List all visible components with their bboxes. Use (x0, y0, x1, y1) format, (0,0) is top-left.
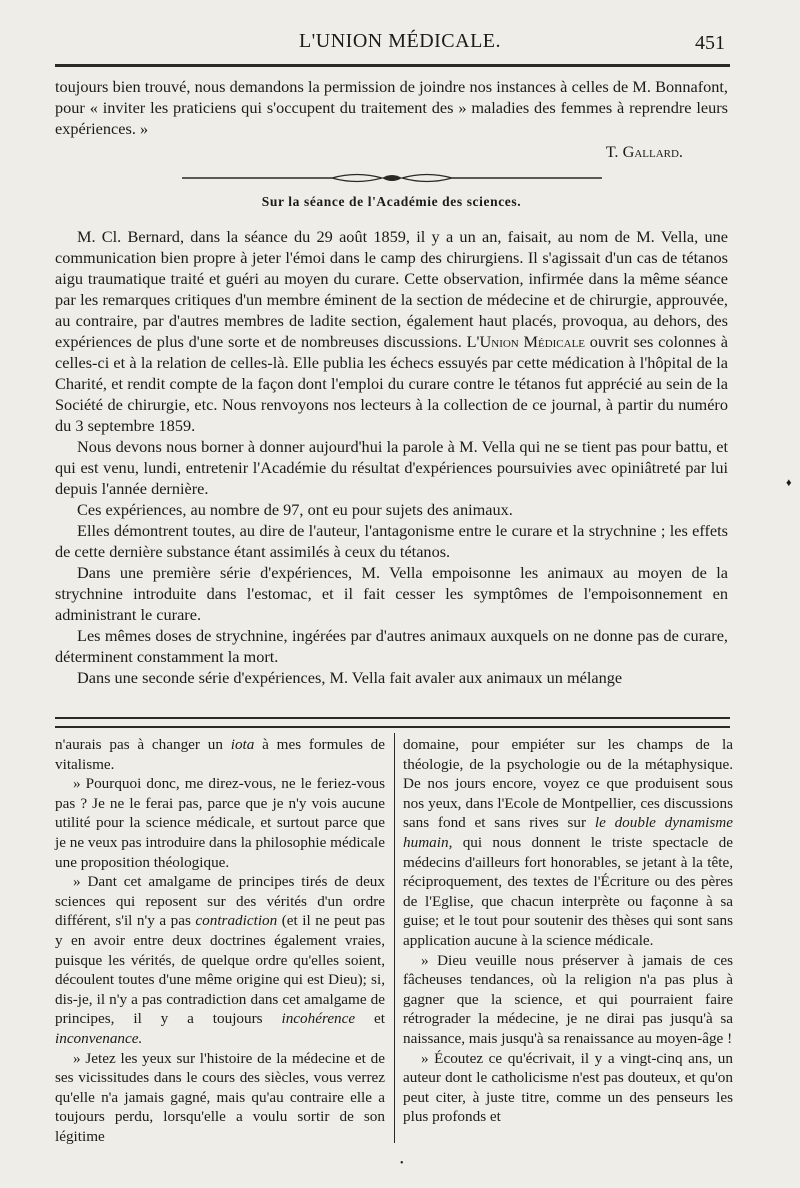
italic-iota: iota (230, 736, 255, 753)
text-span: » Dant cet amalgame de principes tirés de deux sciences qui reposent sur des vérités d'un ordre différent, s'il n'y a pas (55, 873, 385, 930)
paragraph-first-series: Dans une première série d'expériences, M. Vella empoisonne les animaux au moyen de la strychnine introduite dans l'estomac, et il fait cesser les symptômes de l'empoisonnement en administrant le curare. (55, 563, 728, 624)
text-span: (et il ne peut pas y en avoir entre deux doctrines également vraies, puisque les vérités, de quelque ordre qu'elles soient, découlent toutes d'une même origine qui est Dieu); si, dis-je, il n'y a pas contradiction dans cet amalgame de principes, il y a toujours (55, 912, 385, 1028)
italic-incoherence: incohérence (281, 1010, 356, 1028)
ornamental-divider-icon (182, 171, 602, 185)
italic-inconvenance: inconvenance. (55, 1029, 143, 1047)
text-span: domaine, pour empiéter sur les champs de la théologie, de la psychologie ou de la métaphysique. De nos jours encore, voyez ce que produisent sous nos yeux, dans l'Ecole de Montpellier, ces discussions sans fond et sans rives sur (403, 736, 733, 832)
column-divider (394, 733, 395, 1143)
left-paragraph (55, 735, 385, 774)
paragraph-second-series: Dans une seconde série d'expériences, M. Vella fait avaler aux animaux un mélange (77, 668, 623, 687)
bottom-mark-icon: • (400, 1158, 404, 1169)
right-paragraph (403, 735, 733, 951)
text-span: et (374, 1010, 385, 1028)
feuilleton-rule (55, 717, 730, 728)
italic-double-dynamisme: le double dynamisme humain, (403, 814, 734, 851)
text-span: qui nous donnent le triste spectacle de médecins d'ailleurs fort honorables, se jetant à la tête, réciproquement, des textes de l'Écriture ou des pères de l'Eglise, que chacun interprète ou façonne à sa guise; et le tout pour soutenir des thèses qui sont sans application aucune à la science médicale. (403, 833, 733, 949)
right-paragraph: » Écoutez ce qu'écrivait, il y a vingt-cinq ans, un auteur dont le catholicisme n'est pas douteux, et qu'on peut citer, à juste titre, comme un des penseurs les plus profonds et (403, 1049, 733, 1126)
left-column (55, 735, 385, 1146)
margin-mark-icon: ♦ (786, 477, 792, 489)
left-paragraph: » Jetez les yeux sur l'histoire de la médecine et de ses vicissitudes dans le cours des siècles, vous verrez qu'elle n'a jamais gagné, mais qu'au contraire elle a toujours perdu, lorsqu'elle a voulu sortir de son légitime (55, 1049, 385, 1145)
intro-paragraph: toujours bien trouvé, nous demandons la permission de joindre nos instances à celles de M. Bonnafont, pour « inviter les praticiens qui s'occupent du traitement des » maladies des femmes à reprendre leurs expériences. » (55, 77, 728, 138)
paragraph-text: ouvrit ses colonnes à celles-ci et à la relation de celles-là. Elle publia les échecs essuyés par cette médication à l'hôpital de la Charité, et rendit compte de la façon dont l'emploi du curare contre le tétanos fut apprécié au sein de la Société de chirurgie, etc. Nous renvoyons nos lecteurs à la collection de ce journal, à partir du numéro du 3 septembre 1859. (55, 332, 728, 435)
right-column (403, 735, 733, 1127)
text-span: à mes formules de vitalisme. (55, 736, 385, 773)
paragraph-antagonism: Elles démontrent toutes, au dire de l'auteur, l'antagonisme entre le curare et la strychnine ; les effets de cette dernière substance étant assimilés à ceux du tétanos. (55, 521, 728, 561)
paragraph-bernard (55, 226, 728, 436)
right-paragraph: » Dieu veuille nous préserver à jamais de ces fâcheuses tendances, où la religion n'a pas plus à gagner que la science, et qui pourraient faire rétrograder la médecine, je ne dirai pas jusqu'à sa naissance, mais jusqu'à sa renaissance au moyen-âge ! (403, 951, 733, 1047)
left-paragraph: » Pourquoi donc, me direz-vous, ne le feriez-vous pas ? Je ne le ferai pas, parce que je n'y vois aucune utilité pour la science médicale, et surtout parce que je ne veux pas introduire dans la philosophie médicale une proposition théologique. (55, 775, 385, 871)
paragraph-text: M. Cl. Bernard, dans la séance du 29 août 1859, il y a un an, faisait, au nom de M. Vella, une communication bien propre à jeter l'émoi dans le camp des chirurgiens. Il s'agissait d'un cas de tétanos aigu traumatique traité et guéri au moyen du curare. Cette observation, infirmée dans la même séance par les remarques critiques d'un membre éminent de la section de médecine et de chirurgie, approuvée, au contraire, par d'autres membres de ladite section, également haut placés, provoqua, au dehors, des expériences de plus d'une sorte et de nombreuses discussions. (55, 227, 728, 351)
paragraph-doses: Les mêmes doses de strychnine, ingérées par d'autres animaux auxquels on ne donne pas de curare, déterminent constamment la mort. (55, 626, 728, 666)
paragraph-vella: Nous devons nous borner à donner aujourd'hui la parole à M. Vella qui ne se tient pas pour battu, et qui est venu, lundi, entretenir l'Académie du résultat d'expériences poursuivies avec opiniâtreté par lui depuis l'année dernière. (55, 437, 728, 498)
header-rule (55, 64, 730, 67)
paragraph-experiments: Ces expériences, au nombre de 97, ont eu pour sujets des animaux. (77, 500, 513, 519)
author-signature: T. Gallard. (605, 142, 683, 161)
section-subheading: Sur la séance de l'Académie des sciences. (261, 194, 522, 209)
left-paragraph (55, 872, 385, 1048)
page-header (0, 30, 800, 60)
italic-contradiction: contradiction (195, 912, 278, 930)
main-article (55, 76, 728, 688)
text-span: n'aurais pas à changer un (55, 736, 223, 753)
running-title: L'UNION MÉDICALE. (298, 30, 502, 52)
journal-name: L'Union Médicale (466, 332, 586, 351)
page-number: 451 (695, 32, 725, 54)
